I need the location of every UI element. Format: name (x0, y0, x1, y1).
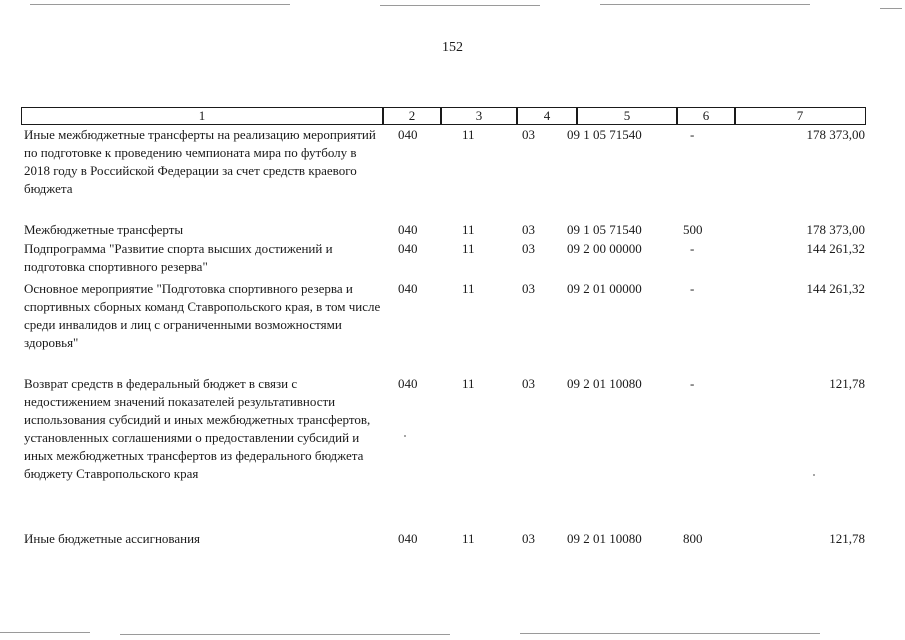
row-description: Возврат средств в федеральный бюджет в связи с недостижением значений показателей результативности использования субсидий и иных межбюджетных трансфертов, установленных соглашениями о предоставлении субсидий и иных межбюджетных трансфертов из федерального бюджета бюджету Ставропольского края (24, 376, 371, 481)
row-col4: 03 (522, 222, 535, 237)
scan-speck (813, 474, 815, 476)
scan-edge-bottom-1 (0, 632, 90, 633)
scan-edge-top-3 (600, 4, 810, 5)
scan-speck (404, 435, 406, 437)
scan-edge-top-4 (880, 8, 902, 9)
row-col5: 09 1 05 71540 (567, 127, 642, 142)
row-col7: 178 373,00 (806, 222, 865, 237)
row-col3: 11 (462, 222, 475, 237)
row-col3: 11 (462, 241, 475, 256)
row-col6: - (690, 241, 695, 256)
row-col7: 121,78 (829, 376, 865, 391)
row-description: Подпрограмма "Развитие спорта высших достижений и подготовка спортивного резерва" (24, 241, 333, 274)
row-col5: 09 2 01 00000 (567, 281, 642, 296)
row-col4: 03 (522, 281, 535, 296)
row-col6: - (690, 376, 695, 391)
header-cell-3: 3 (475, 108, 483, 123)
row-col2: 040 (398, 241, 418, 256)
row-col7: 144 261,32 (806, 281, 865, 296)
row-col2: 040 (398, 127, 418, 142)
row-col4: 03 (522, 241, 535, 256)
row-col5: 09 2 01 10080 (567, 376, 642, 391)
row-col4: 03 (522, 127, 535, 142)
row-col7: 178 373,00 (806, 127, 865, 142)
row-col3: 11 (462, 531, 475, 546)
row-col4: 03 (522, 531, 535, 546)
header-cell-4: 4 (543, 108, 551, 123)
row-col7: 121,78 (829, 531, 865, 546)
row-description: Иные межбюджетные трансферты на реализацию мероприятий по подготовке к проведению чемпионата мира по футболу в 2018 году в Российской Федерации за счет средств краевого бюджета (24, 127, 376, 196)
row-col3: 11 (462, 127, 475, 142)
row-col6: 500 (683, 222, 703, 237)
row-col2: 040 (398, 376, 418, 391)
row-description: Межбюджетные трансферты (24, 222, 184, 237)
row-col6: - (690, 281, 695, 296)
scan-edge-bottom-3 (520, 633, 820, 634)
header-cell-6: 6 (702, 108, 710, 123)
scan-edge-top-2 (380, 5, 540, 6)
row-description: Основное мероприятие "Подготовка спортивного резерва и спортивных сборных команд Ставропольского края, в том числе среди инвалидов и лиц с ограниченными возможностями здоровья" (24, 281, 381, 350)
row-col5: 09 1 05 71540 (567, 222, 642, 237)
header-cell-2: 2 (408, 108, 416, 123)
row-col3: 11 (462, 376, 475, 391)
scan-edge-top-1 (30, 4, 290, 5)
header-cell-5: 5 (623, 108, 631, 123)
header-cell-7: 7 (796, 108, 804, 123)
row-col3: 11 (462, 281, 475, 296)
row-col5: 09 2 01 10080 (567, 531, 642, 546)
row-col7: 144 261,32 (806, 241, 865, 256)
page-number: 152 (442, 40, 463, 55)
table-header-row (21, 107, 866, 125)
row-col6: - (690, 127, 695, 142)
scan-edge-bottom-2 (120, 634, 450, 635)
row-col6: 800 (683, 531, 703, 546)
header-cell-1: 1 (198, 108, 206, 123)
row-col2: 040 (398, 222, 418, 237)
row-col4: 03 (522, 376, 535, 391)
row-col5: 09 2 00 00000 (567, 241, 642, 256)
row-col2: 040 (398, 281, 418, 296)
row-col2: 040 (398, 531, 418, 546)
row-description: Иные бюджетные ассигнования (24, 531, 201, 546)
